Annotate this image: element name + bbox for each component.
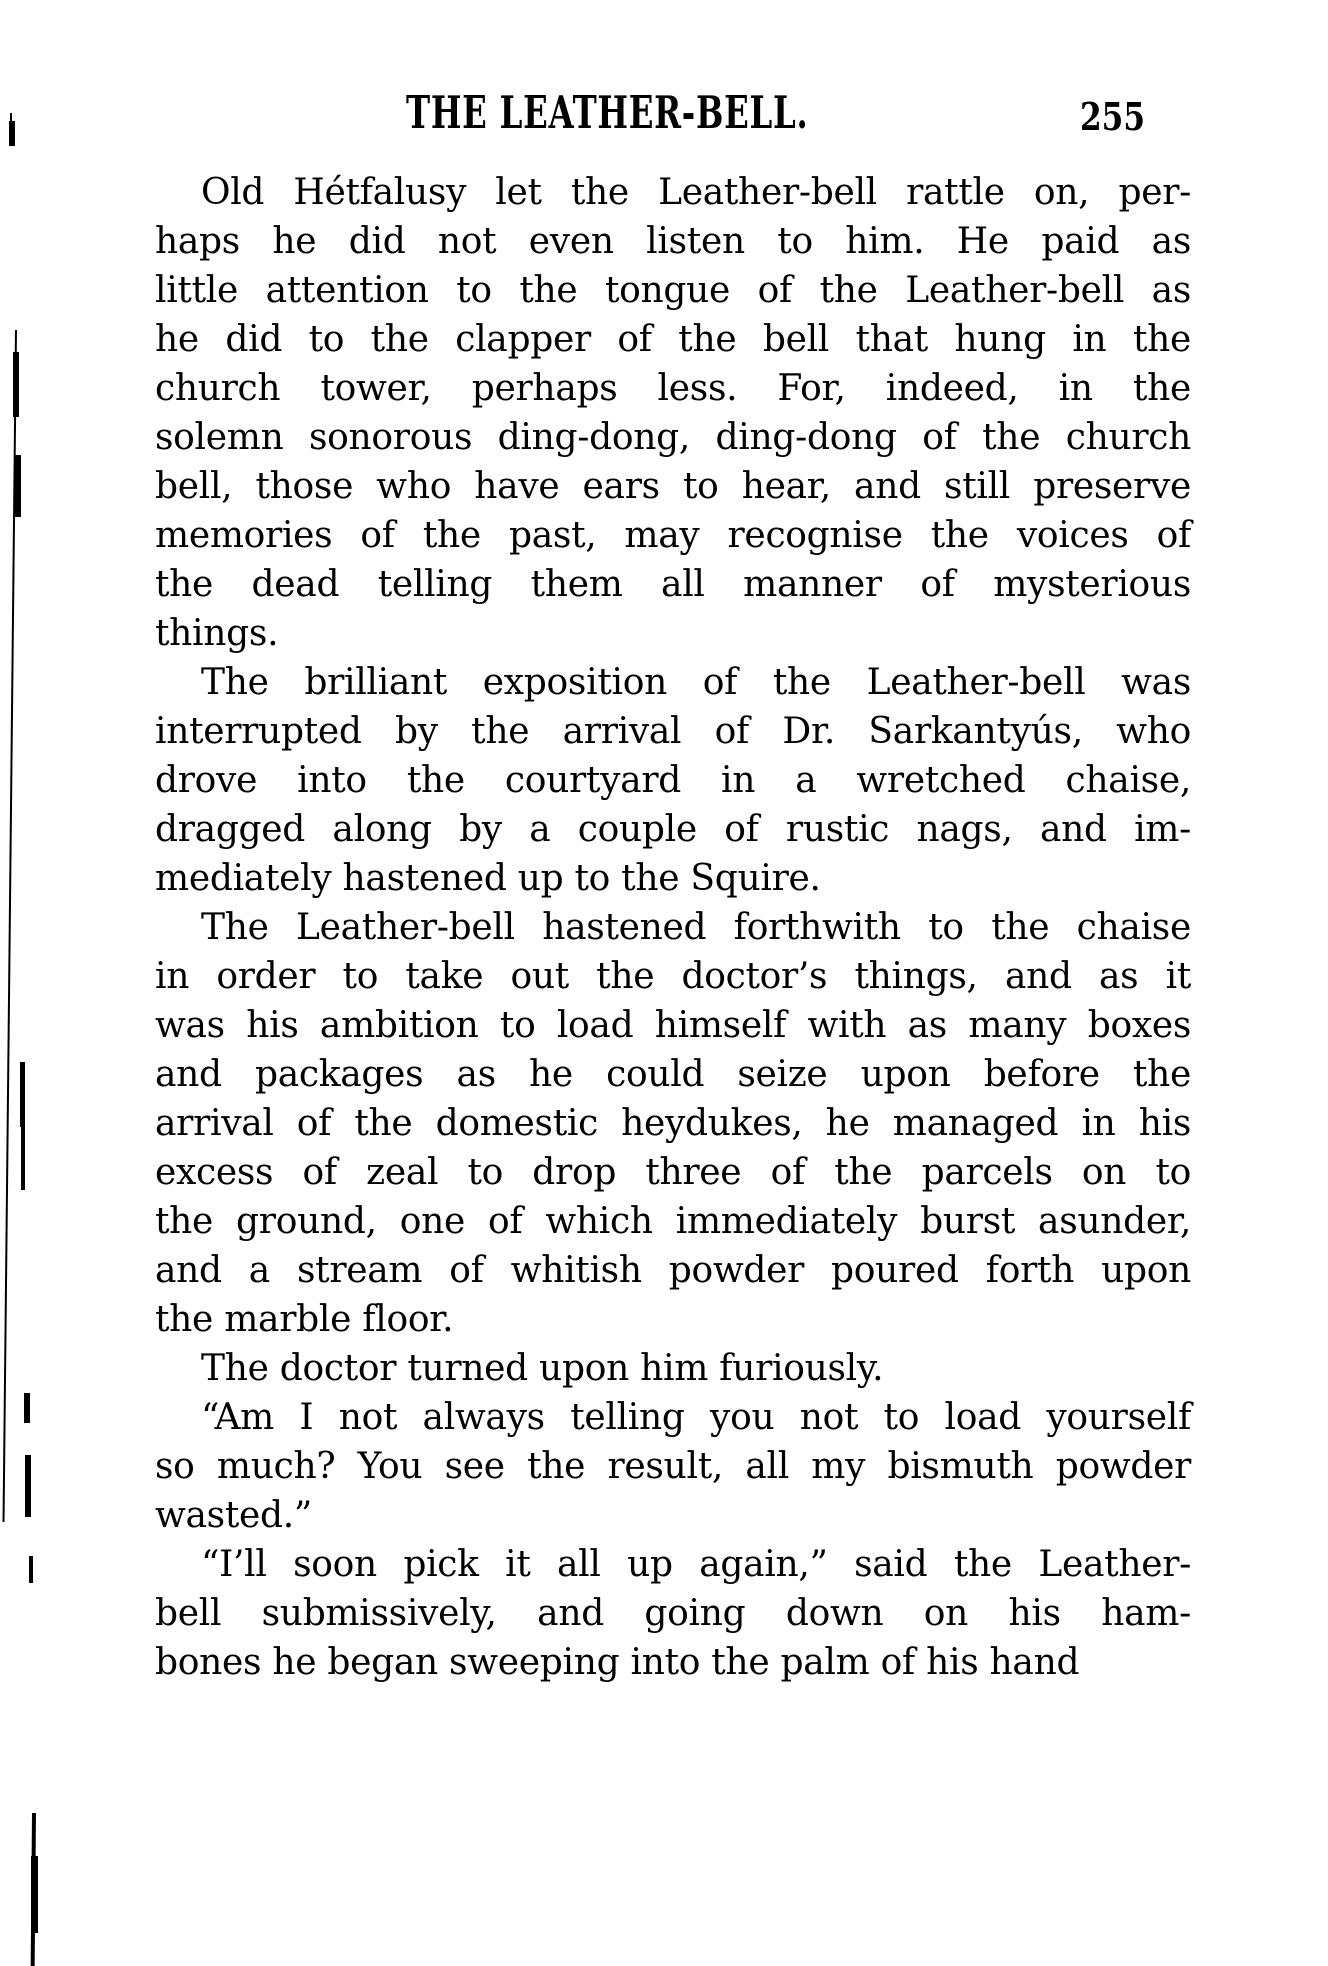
text-line: the marble floor. (155, 1299, 454, 1340)
text-line: so much? You see the result, all my bismuth powder (155, 1446, 1191, 1487)
text-line: the dead telling them all manner of mysterious (155, 564, 1191, 605)
text-line: arrival of the domestic heydukes, he managed in his (155, 1103, 1191, 1144)
text-line: The Leather-bell hastened forthwith to the chaise (201, 907, 1191, 948)
scan-artifact-line (29, 1556, 33, 1583)
text-line: bones he began sweeping into the palm of his hand (155, 1642, 1080, 1683)
scan-artifact-blob (24, 1393, 30, 1423)
text-line: solemn sonorous ding-dong, ding-dong of the church (155, 417, 1191, 458)
scan-artifact-blob (25, 1455, 31, 1517)
text-line: Old Hétfalusy let the Leather-bell rattle on, per- (201, 172, 1191, 213)
text-line: church tower, perhaps less. For, indeed, in the (155, 368, 1191, 409)
scan-artifact-blob (15, 455, 21, 517)
running-title: THE LEATHER-BELL. (406, 86, 809, 139)
text-line: little attention to the tongue of the Leather-bell as (155, 270, 1191, 311)
scan-artifact-blob (13, 352, 19, 417)
paragraph (155, 903, 1191, 1344)
paragraph (155, 1540, 1191, 1687)
text-line: mediately hastened up to the Squire. (155, 858, 821, 899)
page-body (155, 168, 1191, 1687)
scan-artifact-blob (20, 1062, 25, 1127)
text-line: things. (155, 613, 279, 654)
text-line: memories of the past, may recognise the voices of (155, 515, 1191, 556)
text-line: haps he did not even listen to him. He paid as (155, 221, 1191, 262)
text-line: drove into the courtyard in a wretched chaise, (155, 760, 1191, 801)
paragraph (155, 658, 1191, 903)
scan-artifact-tick (9, 121, 15, 146)
scan-artifact-blob (21, 1120, 25, 1190)
text-line: the ground, one of which immediately burst asunder, (155, 1201, 1191, 1242)
paragraph (155, 1344, 1191, 1393)
paragraph (155, 168, 1191, 658)
text-line: interrupted by the arrival of Dr. Sarkantyús, who (155, 711, 1191, 752)
text-line: “Am I not always telling you not to load yourself (201, 1397, 1191, 1438)
page-number: 255 (1080, 94, 1146, 139)
paragraph (155, 1393, 1191, 1540)
text-line: in order to take out the doctor’s things, and as it (155, 956, 1191, 997)
text-line: excess of zeal to drop three of the parcels on to (155, 1152, 1191, 1193)
text-line: and a stream of whitish powder poured forth upon (155, 1250, 1191, 1291)
text-line: was his ambition to load himself with as many boxes (155, 1005, 1191, 1046)
text-line: bell, those who have ears to hear, and still preserve (155, 466, 1191, 507)
text-line: and packages as he could seize upon before the (155, 1054, 1191, 1095)
text-line: The brilliant exposition of the Leather-bell was (201, 662, 1191, 703)
text-line: dragged along by a couple of rustic nags, and im- (155, 809, 1191, 850)
scan-artifact-blob (31, 1856, 38, 1933)
text-line: “I’ll soon pick it all up again,” said the Leather- (201, 1544, 1191, 1585)
text-line: bell submissively, and going down on his ham- (155, 1593, 1191, 1634)
text-line: The doctor turned upon him furiously. (201, 1348, 884, 1389)
text-line: he did to the clapper of the bell that hung in the (155, 319, 1191, 360)
text-line: wasted.” (155, 1495, 313, 1536)
